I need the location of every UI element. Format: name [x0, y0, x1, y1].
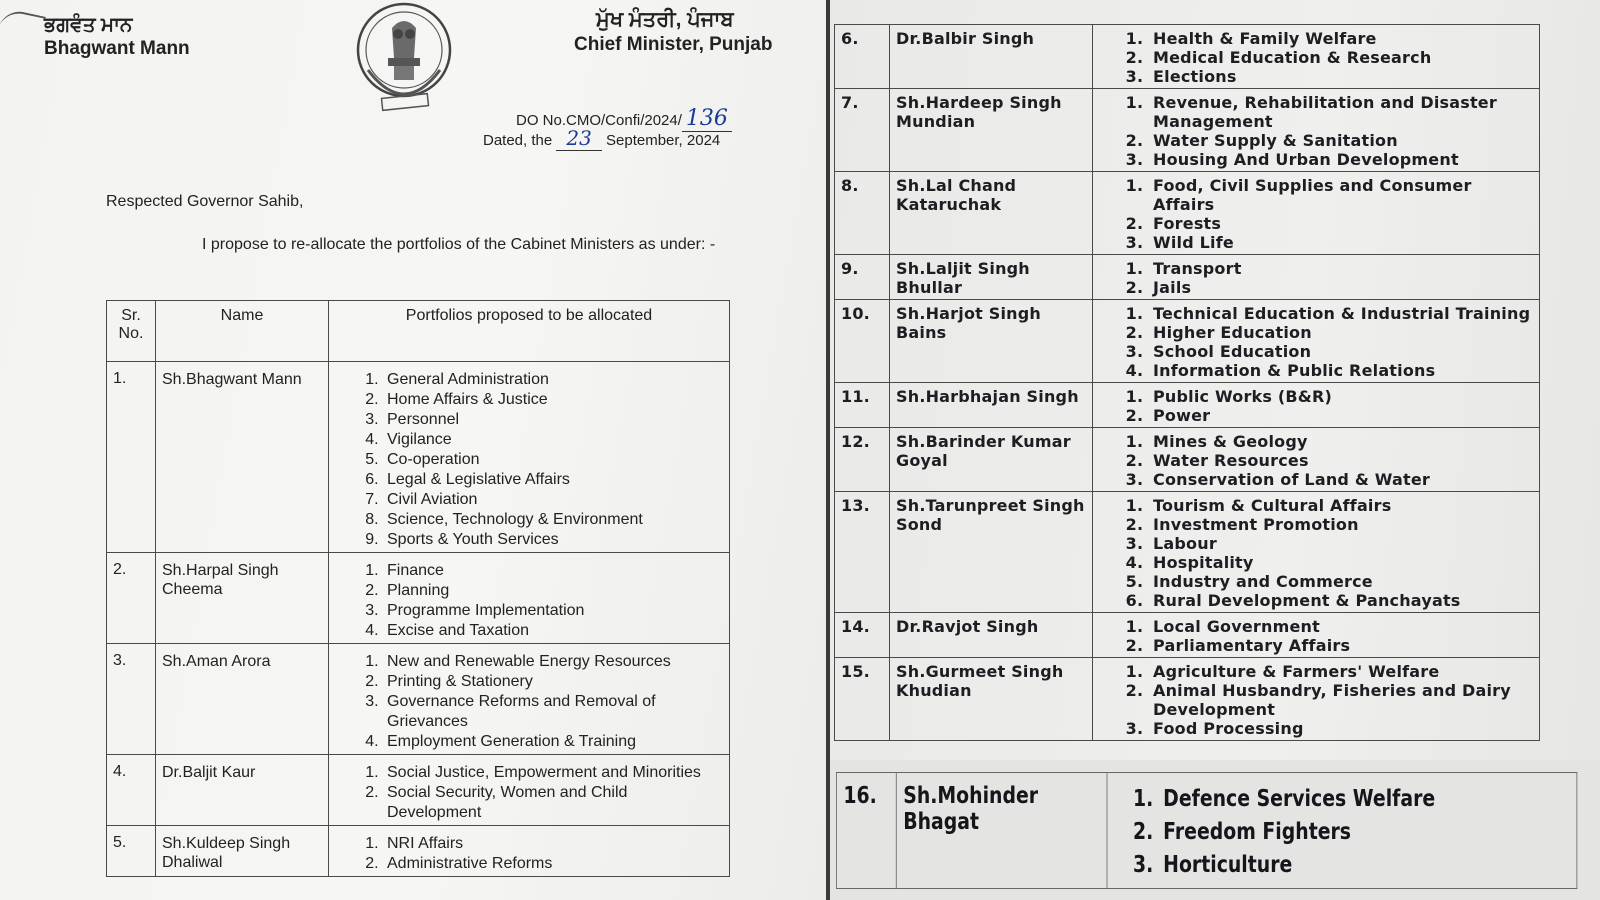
- table-row: [107, 826, 730, 877]
- table-row: [835, 255, 1540, 300]
- row-sr-no: 15.: [835, 658, 890, 741]
- portfolio-item: 1. Food, Civil Supplies and Consumer Affairs: [1149, 176, 1533, 214]
- portfolio-item: 5. Industry and Commerce: [1149, 572, 1533, 591]
- portfolio-item: 1. Health & Family Welfare: [1149, 29, 1533, 48]
- row-minister-name: Dr.Balbir Singh: [890, 25, 1093, 89]
- do-number-handwritten: 136: [682, 106, 732, 132]
- portfolio-item: 8. Science, Technology & Environment: [383, 510, 723, 530]
- portfolio-list: [359, 834, 723, 874]
- row-portfolios: [1093, 383, 1540, 428]
- portfolio-item: 1. Public Works (B&R): [1149, 387, 1533, 406]
- table-row: [835, 658, 1540, 741]
- row-minister-name: Sh.Gurmeet Singh Khudian: [890, 658, 1093, 741]
- portfolio-item: 3. Personnel: [383, 410, 723, 430]
- portfolio-item: 3. Labour: [1149, 534, 1533, 553]
- portfolio-item: 2. Higher Education: [1149, 323, 1533, 342]
- portfolio-item: 3. Wild Life: [1149, 233, 1533, 252]
- portfolio-list: [1125, 617, 1533, 655]
- row-portfolios: [329, 644, 730, 755]
- row-portfolios: [1093, 428, 1540, 492]
- row-portfolios: [1093, 300, 1540, 383]
- row-minister-name: Sh.Tarunpreet Singh Sond: [890, 492, 1093, 613]
- portfolio-list: [359, 561, 723, 641]
- table-row: [107, 755, 730, 826]
- portfolio-item: 1. Agriculture & Farmers' Welfare: [1149, 662, 1533, 681]
- row-portfolios: [329, 362, 730, 553]
- row-portfolios: [329, 826, 730, 877]
- portfolio-item: 4. Hospitality: [1149, 553, 1533, 572]
- table-row: [835, 428, 1540, 492]
- row-portfolios: [1093, 613, 1540, 658]
- portfolio-list: [1125, 432, 1533, 489]
- signature-mark: [0, 8, 46, 39]
- portfolio-item: 3. Elections: [1149, 67, 1533, 86]
- portfolio-list: [1125, 662, 1533, 738]
- portfolio-item: 2. Animal Husbandry, Fisheries and Dairy Development: [1149, 681, 1533, 719]
- table-row: [836, 773, 1576, 889]
- portfolio-item: 5. Co-operation: [383, 450, 723, 470]
- portfolio-list: [1125, 304, 1533, 380]
- row-minister-name: Dr.Ravjot Singh: [890, 613, 1093, 658]
- row-sr-no: 9.: [835, 255, 890, 300]
- portfolio-item: 2. Parliamentary Affairs: [1149, 636, 1533, 655]
- portfolio-item: 2. Forests: [1149, 214, 1533, 233]
- portfolio-list: [1125, 176, 1533, 252]
- portfolio-item: 1. Tourism & Cultural Affairs: [1149, 496, 1533, 515]
- row-portfolios: [1107, 773, 1577, 889]
- header-name: Name: [156, 301, 329, 362]
- row-minister-name: Sh.Bhagwant Mann: [156, 362, 329, 553]
- portfolio-item: 6. Rural Development & Panchayats: [1149, 591, 1533, 610]
- table-row: [107, 362, 730, 553]
- portfolio-list: [1125, 93, 1533, 169]
- letterhead-title-punjabi: ਮੁੱਖ ਮੰਤਰੀ, ਪੰਜਾਬ: [596, 8, 734, 31]
- portfolio-item: 2. Water Resources: [1149, 451, 1533, 470]
- portfolio-list: [359, 652, 723, 752]
- portfolio-item: 2. Home Affairs & Justice: [383, 390, 723, 410]
- portfolio-item: 2. Printing & Stationery: [383, 672, 723, 692]
- row-minister-name: Sh.Laljit Singh Bhullar: [890, 255, 1093, 300]
- portfolio-item: 2. Water Supply & Sanitation: [1149, 131, 1533, 150]
- row-minister-name: Sh.Harbhajan Singh: [890, 383, 1093, 428]
- portfolio-list: [1125, 496, 1533, 610]
- portfolio-item: 4. Vigilance: [383, 430, 723, 450]
- row-portfolios: [329, 755, 730, 826]
- portfolio-item: 3. Housing And Urban Development: [1149, 150, 1533, 169]
- portfolio-item: 3. Food Processing: [1149, 719, 1533, 738]
- row-sr-no: 6.: [835, 25, 890, 89]
- portfolio-item: 3. Conservation of Land & Water: [1149, 470, 1533, 489]
- portfolio-item: 2. Medical Education & Research: [1149, 48, 1533, 67]
- date-line: [483, 126, 720, 150]
- portfolio-item: 1. General Administration: [383, 370, 723, 390]
- portfolio-item: 3. Programme Implementation: [383, 601, 723, 621]
- portfolio-item: 1. Defence Services Welfare: [1160, 783, 1570, 816]
- portfolio-item: 2. Jails: [1149, 278, 1533, 297]
- portfolio-table-cutout: [836, 772, 1577, 889]
- row-sr-no: 12.: [835, 428, 890, 492]
- greeting: Respected Governor Sahib,: [106, 193, 304, 210]
- row-minister-name: Sh.Harjot Singh Bains: [890, 300, 1093, 383]
- portfolio-item: 4. Excise and Taxation: [383, 621, 723, 641]
- letterhead-name-punjabi: ਭਗਵੰਤ ਮਾਨ: [44, 14, 133, 36]
- table-row: [835, 89, 1540, 172]
- row-minister-name: Sh.Aman Arora: [156, 644, 329, 755]
- date-suffix: September, 2024: [606, 132, 721, 149]
- table-header-row: [107, 301, 730, 362]
- row-portfolios: [329, 553, 730, 644]
- portfolio-list: [1140, 783, 1570, 882]
- portfolio-item: 4. Information & Public Relations: [1149, 361, 1533, 380]
- row-minister-name: Sh.Hardeep Singh Mundian: [890, 89, 1093, 172]
- row-portfolios: [1093, 255, 1540, 300]
- portfolio-list: [1125, 259, 1533, 297]
- portfolio-item: 9. Sports & Youth Services: [383, 530, 723, 550]
- portfolio-item: 1. Technical Education & Industrial Training: [1149, 304, 1533, 323]
- portfolio-item: 2. Administrative Reforms: [383, 854, 723, 874]
- row-sr-no: 8.: [835, 172, 890, 255]
- portfolio-item: 1. New and Renewable Energy Resources: [383, 652, 723, 672]
- portfolio-item: 2. Power: [1149, 406, 1533, 425]
- portfolio-item: 2. Social Security, Women and Child Development: [383, 783, 723, 823]
- cutout-strip: [830, 760, 1600, 900]
- row-portfolios: [1093, 25, 1540, 89]
- portfolio-table-right: [834, 24, 1540, 741]
- portfolio-item: 1. Social Justice, Empowerment and Minorities: [383, 763, 723, 783]
- portfolio-item: 6. Legal & Legislative Affairs: [383, 470, 723, 490]
- row-sr-no: 13.: [835, 492, 890, 613]
- row-minister-name: Sh.Mohinder Bhagat: [896, 773, 1107, 889]
- portfolio-item: 2. Planning: [383, 581, 723, 601]
- header-portfolios: Portfolios proposed to be allocated: [329, 301, 730, 362]
- portfolio-item: 2. Freedom Fighters: [1160, 816, 1570, 849]
- row-portfolios: [1093, 492, 1540, 613]
- row-minister-name: Sh.Lal Chand Kataruchak: [890, 172, 1093, 255]
- portfolio-item: 1. Transport: [1149, 259, 1533, 278]
- row-minister-name: Dr.Baljit Kaur: [156, 755, 329, 826]
- table-row: [835, 172, 1540, 255]
- letterhead-name: Bhagwant Mann: [44, 38, 190, 59]
- row-minister-name: Sh.Barinder Kumar Goyal: [890, 428, 1093, 492]
- row-sr-no: 7.: [835, 89, 890, 172]
- portfolio-table-left: [106, 300, 730, 877]
- row-sr-no: 1.: [107, 362, 156, 553]
- portfolio-item: 1. NRI Affairs: [383, 834, 723, 854]
- row-sr-no: 16.: [836, 773, 896, 889]
- state-emblem-icon: [352, 0, 462, 118]
- portfolio-item: 1. Mines & Geology: [1149, 432, 1533, 451]
- row-portfolios: [1093, 89, 1540, 172]
- date-prefix: Dated, the: [483, 132, 553, 149]
- row-sr-no: 5.: [107, 826, 156, 877]
- portfolio-item: 1. Local Government: [1149, 617, 1533, 636]
- row-sr-no: 3.: [107, 644, 156, 755]
- row-sr-no: 10.: [835, 300, 890, 383]
- portfolio-list: [1125, 29, 1533, 86]
- do-prefix: DO No.CMO/Confi/2024/: [516, 112, 682, 129]
- portfolio-list: [359, 763, 723, 823]
- letterhead-title: Chief Minister, Punjab: [574, 34, 773, 55]
- table-row: [107, 644, 730, 755]
- portfolio-item: 3. School Education: [1149, 342, 1533, 361]
- portfolio-list: [1125, 387, 1533, 425]
- table-row: [835, 25, 1540, 89]
- table-row: [107, 553, 730, 644]
- portfolio-list: [359, 370, 723, 550]
- date-day-handwritten: 23: [556, 126, 601, 151]
- portfolio-item: 2. Investment Promotion: [1149, 515, 1533, 534]
- row-sr-no: 11.: [835, 383, 890, 428]
- portfolio-item: 3. Horticulture: [1160, 849, 1570, 882]
- portfolio-item: 1. Revenue, Rehabilitation and Disaster Management: [1149, 93, 1533, 131]
- portfolio-item: 7. Civil Aviation: [383, 490, 723, 510]
- row-minister-name: Sh.Harpal Singh Cheema: [156, 553, 329, 644]
- row-sr-no: 4.: [107, 755, 156, 826]
- portfolio-item: 4. Employment Generation & Training: [383, 732, 723, 752]
- table-row: [835, 300, 1540, 383]
- portfolio-item: 1. Finance: [383, 561, 723, 581]
- row-sr-no: 2.: [107, 553, 156, 644]
- table-row: [835, 383, 1540, 428]
- header-sr-no: Sr. No.: [107, 301, 156, 362]
- row-portfolios: [1093, 658, 1540, 741]
- row-portfolios: [1093, 172, 1540, 255]
- row-sr-no: 14.: [835, 613, 890, 658]
- intro-paragraph: I propose to re-allocate the portfolios of the Cabinet Ministers as under: -: [202, 236, 716, 253]
- row-minister-name: Sh.Kuldeep Singh Dhaliwal: [156, 826, 329, 877]
- table-row: [835, 613, 1540, 658]
- portfolio-item: 3. Governance Reforms and Removal of Grievances: [383, 692, 723, 732]
- table-row: [835, 492, 1540, 613]
